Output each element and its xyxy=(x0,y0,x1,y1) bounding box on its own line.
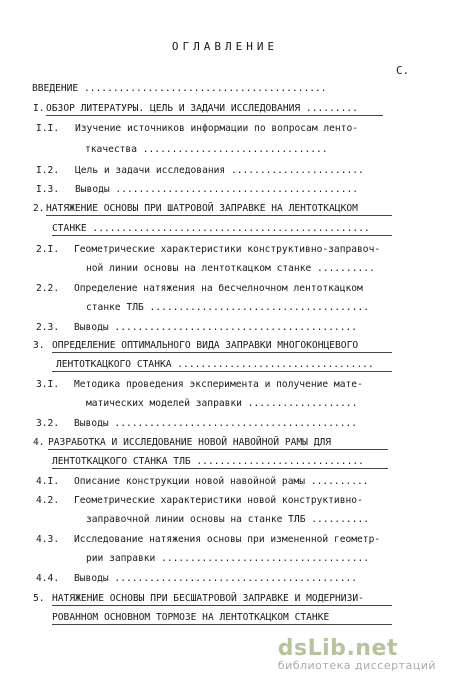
toc-entry-text: матических моделей заправки ................... xyxy=(86,398,358,409)
heading-underline xyxy=(46,115,383,116)
heading-underline xyxy=(52,605,392,606)
toc-entry-number: 5. xyxy=(33,593,45,604)
toc-entry-number: 2.I. xyxy=(36,244,60,255)
toc-entry-number: I.3. xyxy=(36,184,60,195)
toc-entry-text: Геометрические характеристики новой конструктивно- xyxy=(74,495,363,506)
toc-entry-text: рии заправки .................................... xyxy=(86,553,370,564)
toc-entry-text: ОПРЕДЕЛЕНИЕ ОПТИМАЛЬНОГО ВИДА ЗАПРАВКИ МНОГОКОНЦЕВОГО xyxy=(52,340,359,351)
heading-underline xyxy=(52,235,392,236)
toc-entry-text: Выводы .......................................... xyxy=(74,573,358,584)
toc-entry-text: Определение натяжения на бесчелночном лентоткацком xyxy=(74,283,363,294)
page-title: ОГЛАВЛЕНИЕ xyxy=(171,40,279,53)
toc-entry-text: Выводы .......................................... xyxy=(75,184,359,195)
toc-entry-text: Выводы .......................................... xyxy=(74,322,358,333)
heading-underline xyxy=(52,371,392,372)
toc-entry-number: 4.I. xyxy=(36,476,60,487)
toc-entry-number: 4.4. xyxy=(36,573,60,584)
heading-underline xyxy=(48,449,388,450)
toc-entry-text: ЛЕНТОТКАЦКОГО СТАНКА ТЛБ ............................. xyxy=(52,456,364,467)
toc-entry-text: РОВАННОМ ОСНОВНОМ ТОРМОЗЕ НА ЛЕНТОТКАЦКОМ СТАНКЕ xyxy=(52,612,330,623)
toc-entry-text: Описание конструкции новой навойной рамы .......... xyxy=(74,476,369,487)
toc-entry-text: Исследование натяжения основы при измененной геометр- xyxy=(74,534,381,545)
heading-underline xyxy=(52,624,392,625)
toc-entry-text: НАТЯЖЕНИЕ ОСНОВЫ ПРИ БЕСШАТРОВОЙ ЗАПРАВКЕ И МОДЕРНИЗИ- xyxy=(52,593,364,604)
toc-entry-text: Геометрические характеристики конструктивно-заправоч- xyxy=(74,244,381,255)
toc-entry-text: Методика проведения эксперимента и получение мате- xyxy=(74,379,363,390)
toc-entry-number: 2. xyxy=(33,203,45,214)
toc-entry-text: заправочной линии основы на станке ТЛБ .......... xyxy=(86,514,370,525)
watermark-subtitle: библиотека диссертаций xyxy=(277,659,436,672)
toc-entry-number: 3. xyxy=(33,340,45,351)
toc-entry-number: I.2. xyxy=(36,165,60,176)
toc-entry-number: 2.3. xyxy=(36,322,60,333)
toc-entry-text: станке ТЛБ ...................................... xyxy=(86,302,370,313)
toc-entry-number: 4.2. xyxy=(36,495,60,506)
toc-entry-text: РАЗРАБОТКА И ИССЛЕДОВАНИЕ НОВОЙ НАВОЙНОЙ РАМЫ ДЛЯ xyxy=(48,437,332,448)
toc-entry-text: ной линии основы на лентоткацком станке .......... xyxy=(86,263,375,274)
toc-entry-number: 3.2. xyxy=(36,418,60,429)
toc-entry-text: Выводы .......................................... xyxy=(74,418,358,429)
toc-entry-text: ВВЕДЕНИЕ .......................................... xyxy=(32,83,327,94)
page-column-label: С. xyxy=(396,64,410,77)
toc-entry-number: 3.I. xyxy=(36,379,60,390)
toc-entry-text: ОБЗОР ЛИТЕРАТУРЫ. ЦЕЛЬ И ЗАДАЧИ ИССЛЕДОВАНИЯ ......... xyxy=(46,103,358,114)
toc-entry-number: 2.2. xyxy=(36,283,60,294)
heading-underline xyxy=(52,352,392,353)
toc-entry-text: ткачества ................................ xyxy=(85,144,328,155)
watermark xyxy=(278,636,436,672)
toc-entry-number: I. xyxy=(33,103,45,114)
toc-entry-text: СТАНКЕ ................................................ xyxy=(52,223,370,234)
toc-entry-number: 4.3. xyxy=(36,534,60,545)
heading-underline xyxy=(46,215,392,216)
watermark-logo: dsLib.net xyxy=(277,636,398,661)
heading-underline xyxy=(52,468,388,469)
toc-entry-text: ЛЕНТОТКАЦКОГО СТАНКА .................................. xyxy=(56,359,374,370)
toc-entry-number: 4. xyxy=(33,437,45,448)
toc-entry-text: Изучение источников информации по вопросам ленто- xyxy=(75,123,359,134)
toc-entry-text: Цель и задачи исследования ....................... xyxy=(75,165,364,176)
toc-entry-number: I.I. xyxy=(36,123,60,134)
toc-entry-text: НАТЯЖЕНИЕ ОСНОВЫ ПРИ ШАТРОВОЙ ЗАПРАВКЕ НА ЛЕНТОТКАЦКОМ xyxy=(46,203,358,214)
